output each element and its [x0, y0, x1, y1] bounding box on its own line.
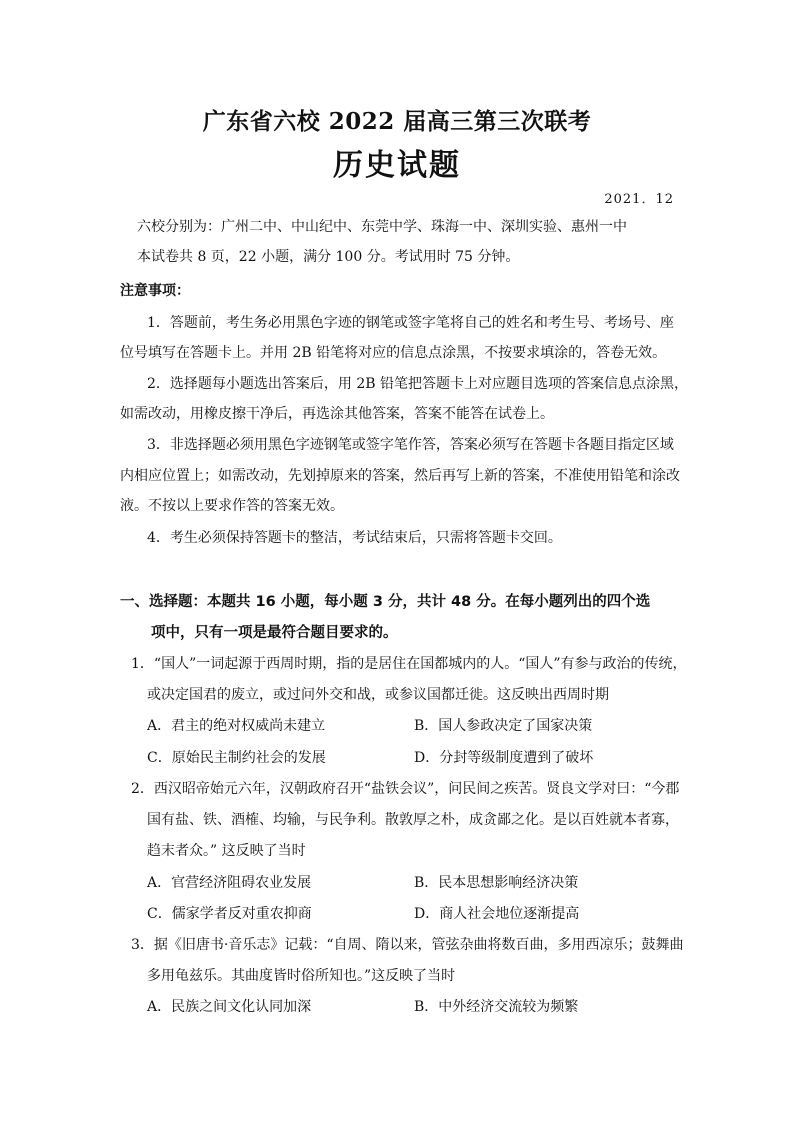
- note-2-line-2: 如需改动，用橡皮擦干净后，再选涂其他答案，答案不能答在试卷上。: [120, 406, 554, 422]
- section-1-heading-line-1: 一、选择题：本题共 16 小题，每小题 3 分，共计 48 分。在每小题列出的四个选: [120, 594, 651, 610]
- note-3-line-1: 3．非选择题必须用黑色字迹钢笔或签字笔作答，答案必须写在答题卡各题目指定区域: [147, 437, 674, 453]
- question-2-line-3: 趋末者众。” 这反映了当时: [147, 843, 306, 859]
- question-1-line-2: 或决定国君的废立，或过问外交和战，或参议国都迁徙。这反映出西周时期: [147, 687, 609, 703]
- question-1-line-1: 1．“国人”一词起源于西周时期，指的是居住在国都城内的人。“国人”有参与政治的传统，: [131, 656, 687, 672]
- exam-subject-title: 历史试题: [333, 148, 461, 183]
- note-3-line-3: 液。不按以上要求作答的答案无效。: [120, 498, 344, 514]
- question-3-line-2: 多用龟兹乐。其曲度皆时俗所知也。”这反映了当时: [147, 968, 456, 984]
- question-1-option-b: B．国人参政决定了国家决策: [414, 718, 593, 734]
- section-1-heading-line-2: 项中，只有一项是最符合题目要求的。: [151, 625, 398, 641]
- exam-title: 广东省六校 2022 届高三第三次联考: [202, 108, 592, 135]
- note-2-line-1: 2．选择题每小题选出答案后，用 2B 铅笔把答题卡上对应题目选项的答案信息点涂黑，: [147, 376, 689, 392]
- exam-date: 2021．12: [604, 192, 674, 207]
- note-1-line-1: 1．答题前，考生务必用黑色字迹的钢笔或签字笔将自己的姓名和考生号、考场号、座: [147, 315, 674, 331]
- question-1-option-c: C．原始民主制约社会的发展: [147, 750, 326, 766]
- schools-line: 六校分别为：广州二中、中山纪中、东莞中学、珠海一中、深圳实验、惠州一中: [137, 219, 627, 235]
- note-4-line-1: 4．考生必须保持答题卡的整洁，考试结束后，只需将答题卡交回。: [147, 530, 562, 546]
- question-3-option-b: B．中外经济交流较为频繁: [414, 999, 579, 1015]
- question-1-option-d: D．分封等级制度遭到了破坏: [414, 750, 594, 766]
- note-1-line-2: 位号填写在答题卡上。并用 2B 铅笔将对应的信息点涂黑，不按要求填涂的，答卷无效。: [120, 345, 667, 361]
- question-2-line-2: 国有盐、铁、酒榷、均输，与民争利。散敦厚之朴，成贪鄙之化。是以百姓就本者寡，: [147, 812, 679, 828]
- question-2-option-a: A．官营经济阻碍农业发展: [147, 875, 312, 891]
- question-3-option-a: A．民族之间文化认同加深: [147, 999, 312, 1015]
- note-3-line-2: 内相应位置上；如需改动，先划掉原来的答案，然后再写上新的答案，不准使用铅笔和涂改: [120, 468, 680, 484]
- question-3-line-1: 3．据《旧唐书·音乐志》记载：“自周、隋以来，管弦杂曲将数百曲，多用西凉乐；鼓舞曲: [131, 937, 684, 953]
- exam-info-line: 本试卷共 8 页，22 小题，满分 100 分。考试用时 75 分钟。: [137, 249, 520, 265]
- question-2-option-b: B．民本思想影响经济决策: [414, 875, 579, 891]
- question-1-option-a: A．君主的绝对权威尚未建立: [147, 718, 326, 734]
- question-2-line-1: 2．西汉昭帝始元六年，汉朝政府召开“盐铁会议”，问民间之疾苦。贤良文学对曰：“今郡: [131, 781, 680, 797]
- notes-heading: 注意事项：: [120, 283, 190, 299]
- question-2-option-c: C．儒家学者反对重农抑商: [147, 906, 312, 922]
- question-2-option-d: D．商人社会地位逐渐提高: [414, 906, 580, 922]
